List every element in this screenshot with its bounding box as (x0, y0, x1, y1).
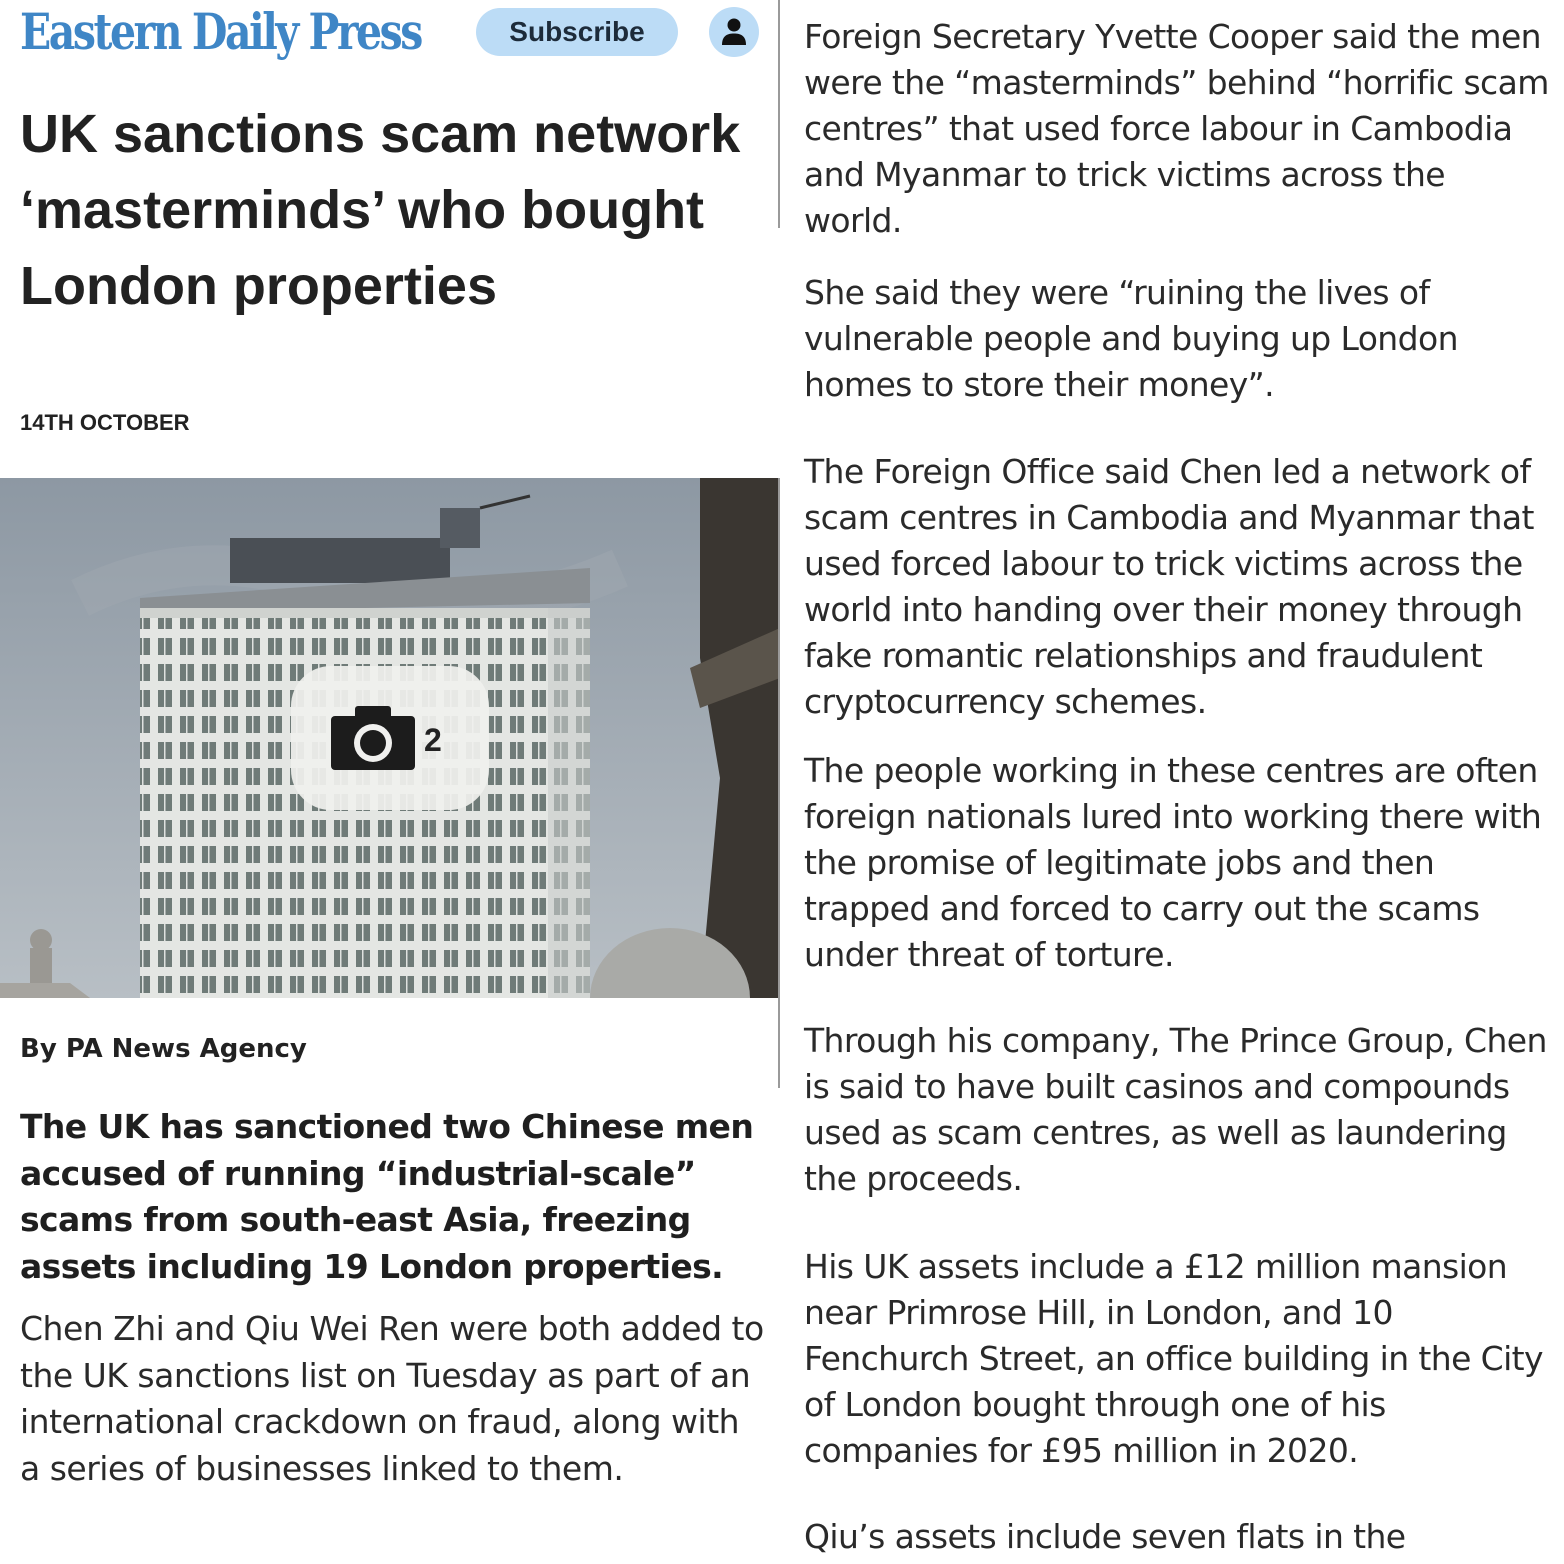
account-button[interactable] (709, 7, 759, 57)
article-paragraph: She said they were “ruining the lives of vulnerable people and buying up London homes to store their money”. (804, 273, 1458, 404)
photo-gallery-button[interactable] (291, 666, 489, 810)
article-headline: UK sanctions scam network ‘masterminds’ who bought London properties (20, 104, 741, 316)
panel-divider (778, 478, 780, 1088)
site-logo[interactable]: Eastern Daily Press (20, 2, 421, 61)
camera-icon (331, 706, 415, 770)
article-lead-paragraph: Chen Zhi and Qiu Wei Ren were both added to the UK sanctions list on Tuesday as part of an international crackdown on fraud, along with a series of businesses linked to them. (20, 1309, 764, 1488)
user-icon (720, 17, 748, 47)
site-header (0, 0, 780, 70)
article-paragraph: His UK assets include a £12 million mansion near Primrose Hill, in London, and 10 Fenchurch Street, an office building in the City of London bought through one of his companies for £95 million in 2020. (804, 1247, 1543, 1470)
subscribe-button[interactable]: Subscribe (476, 8, 678, 56)
article-standfirst: The UK has sanctioned two Chinese men accused of running “industrial-scale” scams from south-east Asia, freezing assets including 19 London properties. (20, 1107, 754, 1286)
article-paragraph: Qiu’s assets include seven flats in the (804, 1517, 1406, 1556)
article-paragraph: The people working in these centres are often foreign nationals lured into working there with the promise of legitimate jobs and then trapped and forced to carry out the scams under threat of torture. (804, 751, 1542, 974)
article-date: 14TH OCTOBER (20, 410, 190, 435)
article-paragraph: Foreign Secretary Yvette Cooper said the men were the “masterminds” behind “horrific scam centres” that used force labour in Cambodia and Myanmar to trick victims across the world. (804, 17, 1549, 240)
article-paragraph: The Foreign Office said Chen led a network of scam centres in Cambodia and Myanmar that used forced labour to trick victims across the world into handing over their money through fake romantic relationships and fraudulent cryptocurrency schemes. (804, 452, 1534, 721)
gallery-count: 2 (424, 722, 442, 758)
article-paragraph: Through his company, The Prince Group, Chen is said to have built casinos and compounds used as scam centres, as well as laundering the proceeds. (804, 1021, 1547, 1198)
panel-divider (778, 0, 780, 228)
article-byline: By PA News Agency (20, 1034, 307, 1064)
left-panel (0, 0, 780, 1564)
